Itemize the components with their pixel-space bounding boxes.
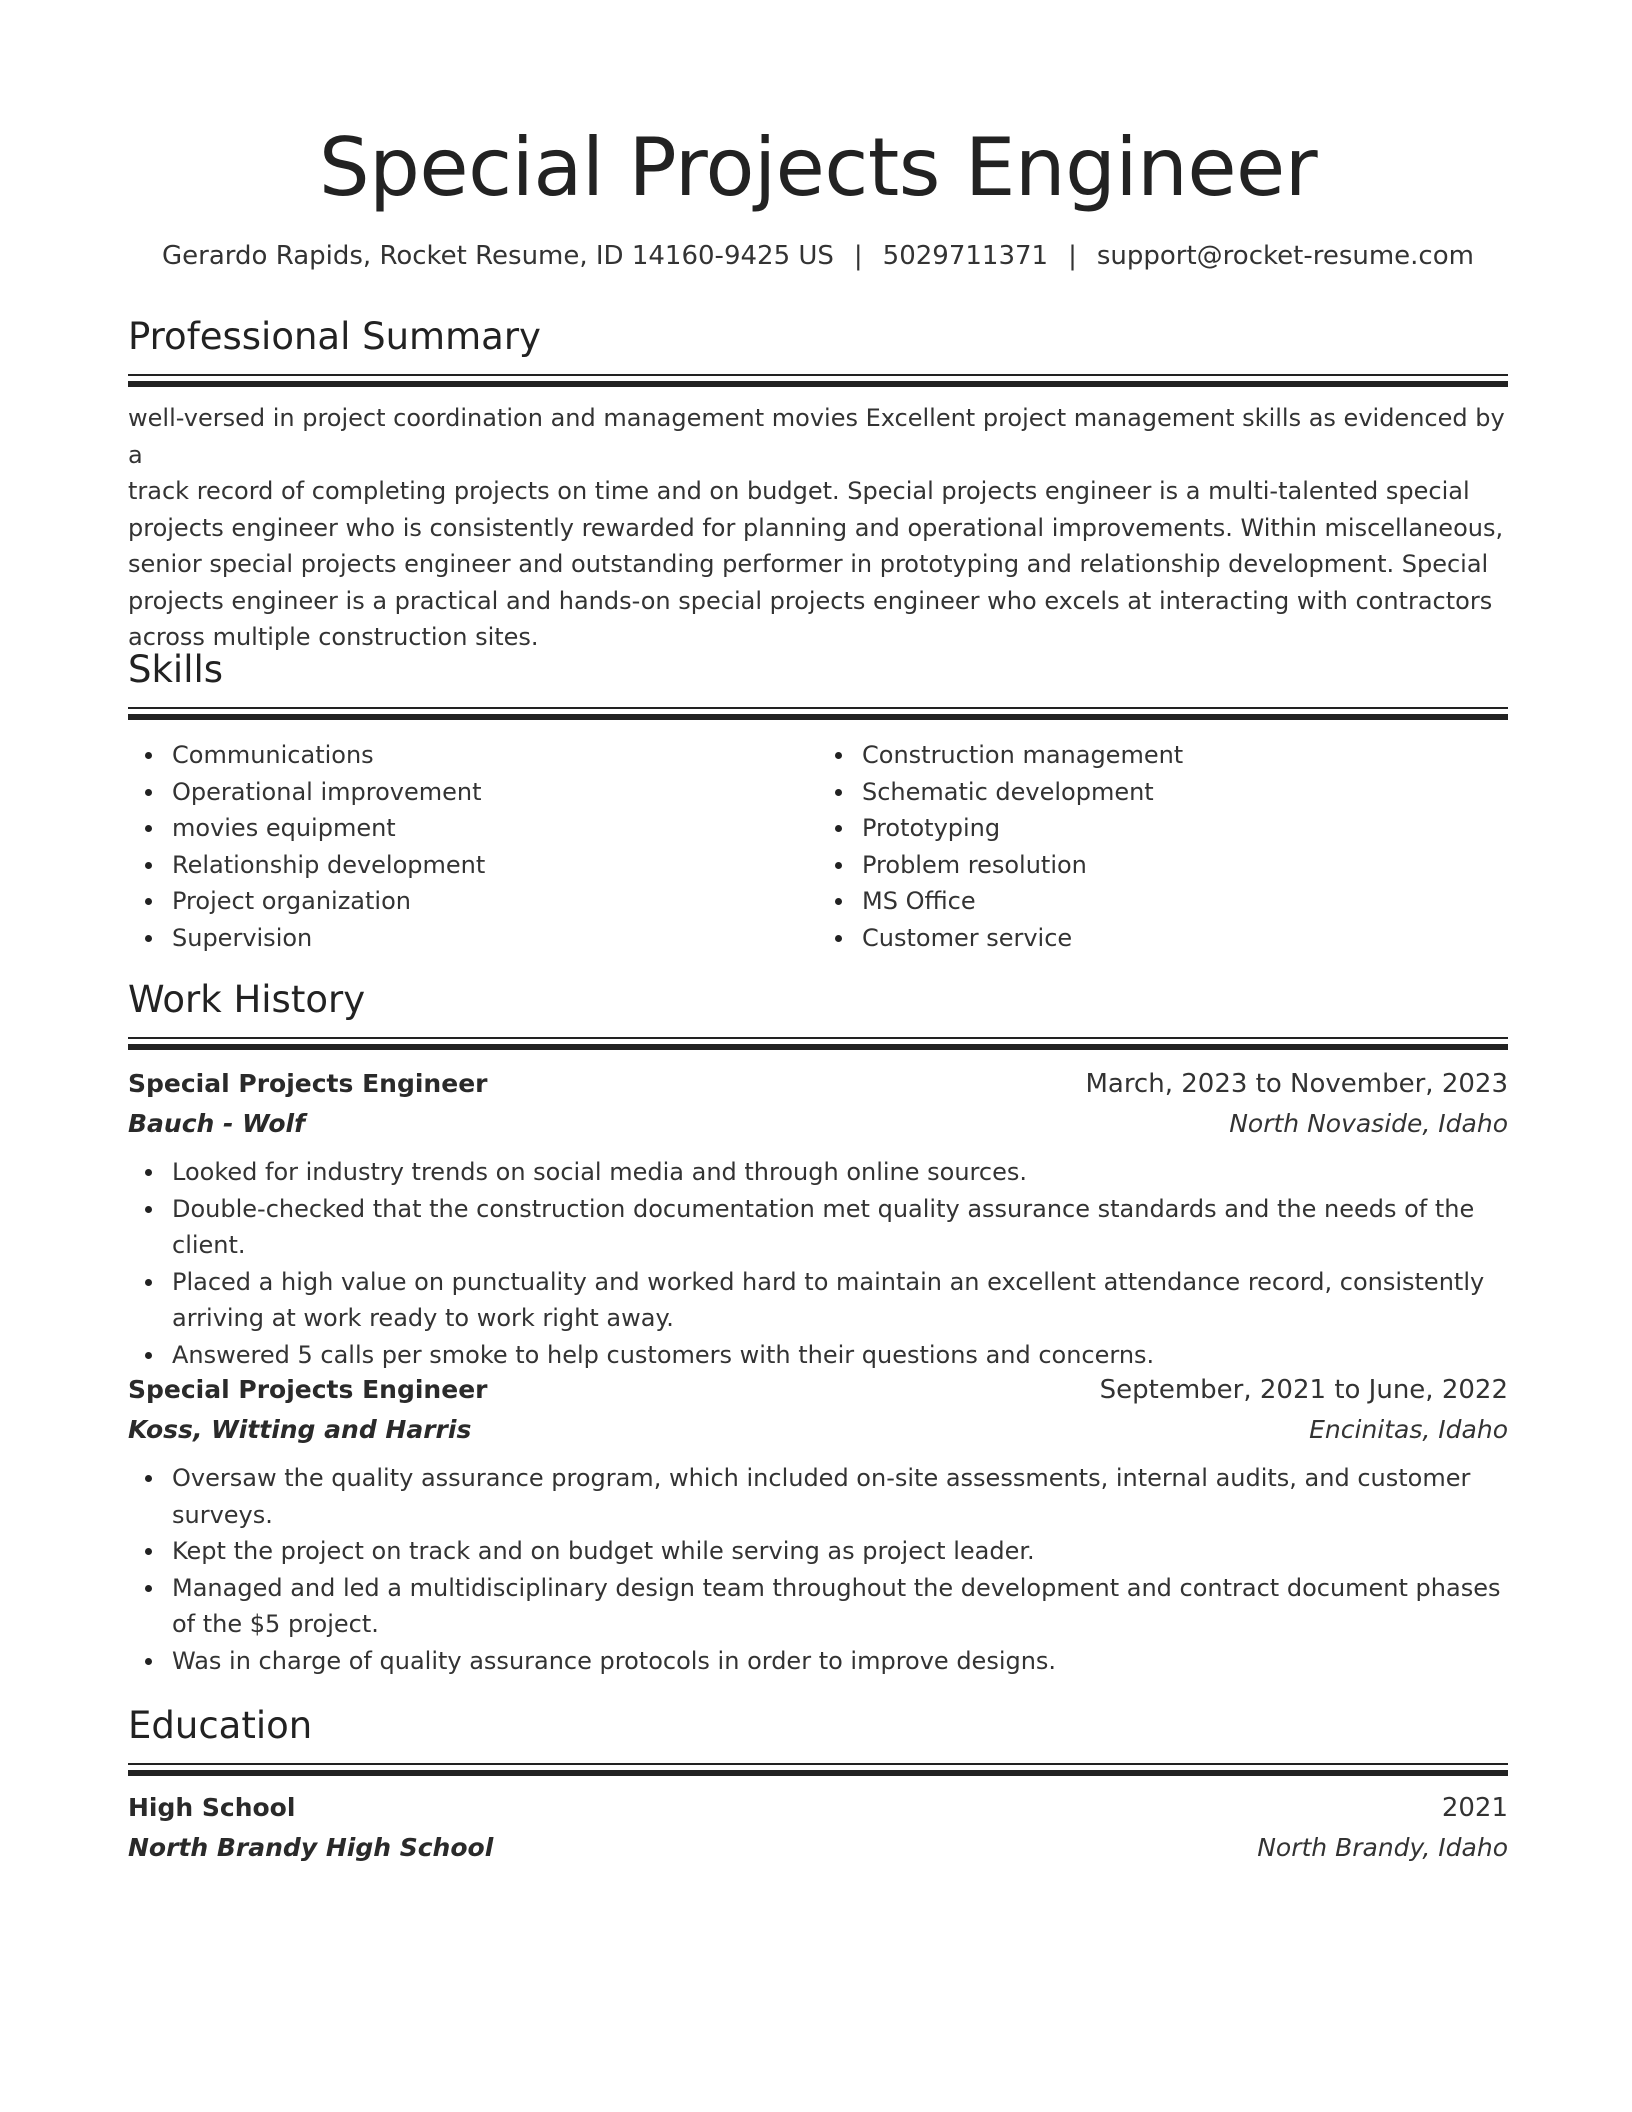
section-divider <box>128 1037 1508 1039</box>
skill-item: Communications <box>172 737 818 774</box>
job-location: North Novaside, Idaho <box>1229 1109 1508 1138</box>
skill-item: Problem resolution <box>862 847 1508 884</box>
summary-heading: Professional Summary <box>128 315 541 358</box>
job-location: Encinitas, Idaho <box>1309 1415 1508 1444</box>
job-bullet: Was in charge of quality assurance protocols in order to improve designs. <box>172 1643 1508 1680</box>
job-company: Koss, Witting and Harris <box>128 1415 472 1444</box>
job-bullets <box>128 1154 1508 1373</box>
skill-item: Relationship development <box>172 847 818 884</box>
job-bullet: Oversaw the quality assurance program, which included on-site assessments, internal audits, and customer surveys. <box>172 1460 1508 1533</box>
skills-section <box>128 645 1508 956</box>
education-header-row <box>128 1788 1508 1828</box>
education-school: North Brandy High School <box>128 1833 494 1862</box>
skills-heading: Skills <box>128 648 224 691</box>
skills-column-left <box>128 737 818 956</box>
section-divider <box>128 381 1508 387</box>
job-company: Bauch - Wolf <box>128 1109 305 1138</box>
section-divider <box>128 1770 1508 1776</box>
skill-item: Project organization <box>172 883 818 920</box>
section-divider <box>128 714 1508 720</box>
section-divider <box>128 707 1508 709</box>
education-degree: High School <box>128 1793 296 1822</box>
education-year: 2021 <box>1441 1793 1508 1823</box>
resume-title: Special Projects Engineer <box>318 121 1318 214</box>
job-bullet: Managed and led a multidisciplinary design team throughout the development and contract document phases of the $5 project. <box>172 1570 1508 1643</box>
job-title: Special Projects Engineer <box>128 1069 488 1098</box>
skill-item: MS Office <box>862 883 1508 920</box>
education-entry <box>128 1788 1508 1868</box>
job-dates: March, 2023 to November, 2023 <box>1085 1069 1508 1099</box>
contact-address: Gerardo Rapids, Rocket Resume, ID 14160-9425 US <box>162 241 834 271</box>
skill-item: Prototyping <box>862 810 1508 847</box>
section-divider <box>128 1763 1508 1765</box>
job-company-row <box>128 1410 1508 1450</box>
job-bullet: Placed a high value on punctuality and worked hard to maintain an excellent attendance record, consistently arriving at work ready to work right away. <box>172 1264 1508 1337</box>
contact-email: support@rocket-resume.com <box>1096 241 1474 271</box>
summary-section <box>128 312 1508 656</box>
work-history-heading: Work History <box>128 978 366 1021</box>
section-divider <box>128 1044 1508 1050</box>
skills-column-right <box>818 737 1508 956</box>
job-title: Special Projects Engineer <box>128 1375 488 1404</box>
job-header-row <box>128 1064 1508 1104</box>
job-header-row <box>128 1370 1508 1410</box>
job-entry <box>128 1370 1508 1679</box>
job-entry <box>128 1064 1508 1373</box>
skill-item: movies equipment <box>172 810 818 847</box>
job-bullet: Looked for industry trends on social media and through online sources. <box>172 1154 1508 1191</box>
education-section <box>128 1701 1508 1776</box>
work-history-section <box>128 975 1508 1050</box>
job-dates: September, 2021 to June, 2022 <box>1099 1375 1508 1405</box>
job-bullet: Answered 5 calls per smoke to help customers with their questions and concerns. <box>172 1337 1508 1374</box>
education-school-row <box>128 1828 1508 1868</box>
job-bullets <box>128 1460 1508 1679</box>
skill-item: Construction management <box>862 737 1508 774</box>
skill-item: Supervision <box>172 920 818 957</box>
education-heading: Education <box>128 1704 313 1747</box>
education-location: North Brandy, Idaho <box>1257 1833 1508 1862</box>
job-company-row <box>128 1104 1508 1144</box>
skill-item: Customer service <box>862 920 1508 957</box>
skill-item: Operational improvement <box>172 774 818 811</box>
summary-text: well-versed in project coordination and management movies Excellent project management skills as evidenced by a track record of completing projects on time and on budget. Special projects engineer is a multi-talented special projects engineer who is consistently rewarded for planning and operational improvements. Within miscellaneous, senior special projects engineer and outstanding performer in prototyping and relationship development. Special projects engineer is a practical and hands-on special projects engineer who excels at interacting with contractors across multiple construction sites. <box>128 404 1505 651</box>
section-divider <box>128 374 1508 376</box>
contact-phone: 5029711371 <box>882 241 1049 271</box>
skills-grid <box>128 737 1508 956</box>
contact-line <box>128 236 1508 276</box>
job-bullet: Kept the project on track and on budget while serving as project leader. <box>172 1533 1508 1570</box>
contact-separator: | <box>1068 241 1077 271</box>
skill-item: Schematic development <box>862 774 1508 811</box>
contact-separator: | <box>853 241 863 271</box>
job-bullet: Double-checked that the construction documentation met quality assurance standards and the needs of the client. <box>172 1191 1508 1264</box>
